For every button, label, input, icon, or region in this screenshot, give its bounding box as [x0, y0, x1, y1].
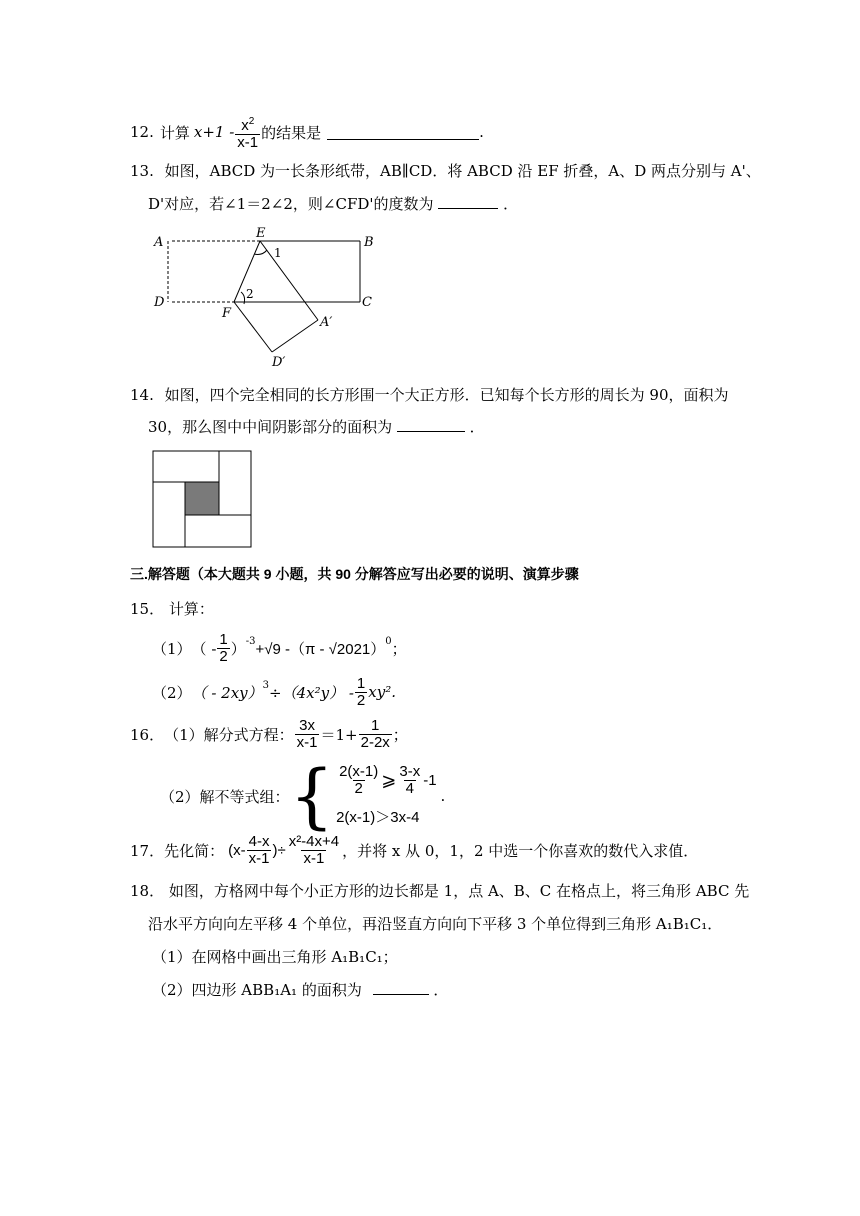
inequality-system [336, 760, 436, 832]
rectangle-square-figure [152, 450, 254, 550]
fraction [295, 718, 320, 751]
angle-2-label: 2 [246, 287, 254, 301]
exponent: -3 [245, 636, 256, 647]
question-17 [130, 830, 698, 870]
question-13-line-2 [148, 193, 518, 214]
numerator: x²-4x+4 [288, 832, 340, 850]
denominator: 2 [219, 647, 228, 665]
expression: （ - [191, 639, 217, 658]
label-A-prime: A′ [320, 315, 333, 330]
shaded-center-square [185, 482, 219, 515]
fraction [337, 764, 380, 797]
expression: -1 [423, 771, 437, 789]
answer-blank[interactable] [397, 417, 465, 432]
fraction [235, 114, 260, 151]
expression: )÷ [272, 841, 286, 859]
question-text: （2）四边形 ABB₁A₁ 的面积为 [152, 981, 362, 999]
section-3-title: 三.解答题（本大题共 9 小题，共 90 分解答应写出必要的说明、演算步骤 [130, 566, 579, 582]
exponent: 3 [262, 680, 270, 691]
fraction [217, 632, 229, 665]
denominator: x-1 [303, 849, 325, 867]
question-16-part-2 [160, 756, 445, 836]
numerator: 4-x [248, 832, 270, 850]
exponent: 0 [385, 636, 392, 647]
label-C: C [362, 295, 372, 310]
label-F: F [222, 306, 232, 321]
operator: ⩾ [381, 769, 397, 790]
part-label: （1）解分式方程： [164, 725, 294, 744]
fraction [359, 718, 392, 751]
edge-EA1 [260, 241, 318, 320]
angle-1-label: 1 [274, 246, 282, 260]
answer-blank[interactable] [373, 980, 429, 995]
period: ． [469, 418, 485, 436]
label-B: B [364, 235, 374, 250]
question-15-part-1 [152, 628, 407, 668]
question-number: 18． [130, 882, 165, 900]
label-A: A [154, 235, 164, 250]
question-12 [130, 112, 484, 152]
question-text: 沿水平方向向左平移 4 个单位，再沿竖直方向向下平移 3 个单位得到三角形 A₁B₁C₁． [148, 915, 723, 933]
semicolon: ； [392, 725, 408, 744]
period: ． [433, 981, 449, 999]
label-E: E [256, 226, 266, 241]
edge-A1D1 [272, 320, 318, 352]
fraction [397, 764, 422, 797]
denominator: x-1 [237, 133, 259, 151]
fraction [355, 676, 367, 709]
numerator: 3-x [399, 762, 421, 780]
exponent: 2 [248, 115, 255, 127]
label-D-prime: D′ [272, 355, 286, 370]
question-18-part-1 [152, 946, 398, 967]
expression: ） [230, 639, 246, 658]
question-text: （1）在网格中画出三角形 A₁B₁C₁； [152, 948, 398, 966]
question-15-part-2 [152, 672, 396, 712]
numerator: 1 [219, 630, 228, 648]
question-number: 15． [130, 600, 165, 618]
expression: ＝1+ [320, 725, 358, 744]
question-text: ，并将 x 从 0，1，2 中选一个你喜欢的数代入求值． [342, 841, 699, 860]
answer-blank[interactable] [327, 125, 479, 140]
period: ． [503, 195, 519, 213]
question-number: 17． [130, 841, 165, 860]
question-text: 的结果是 [261, 123, 322, 142]
question-18-line-1 [130, 880, 749, 901]
question-13-line-1 [130, 160, 761, 181]
question-18-part-2 [152, 979, 448, 1000]
question-number: 13. [130, 162, 154, 180]
question-text: D'对应，若∠1＝2∠2，则∠CFD'的度数为 [148, 195, 434, 213]
expression: （ - 2xy） [191, 683, 263, 702]
question-text: 计算 [159, 123, 190, 142]
expression: +√9 -（π - √2021） [255, 640, 386, 658]
period: . [479, 123, 484, 141]
denominator: 2 [354, 779, 363, 797]
period: . [440, 787, 446, 805]
question-text: 如图，方格网中每个小正方形的边长都是 1，点 A、B、C 在格点上，将三角形 ABC 先 [168, 882, 750, 900]
denominator: 2 [356, 691, 366, 709]
expression: xy². [368, 683, 396, 701]
fraction [287, 834, 341, 867]
question-16-part-1 [130, 714, 408, 754]
part-label: （1） [152, 639, 192, 658]
question-text: 如图，四个完全相同的长方形围一个大正方形．已知每个长方形的周长为 90，面积为 [164, 386, 729, 404]
expression: 2(x-1)＞3x-4 [336, 808, 420, 826]
expression: (x- [228, 841, 246, 859]
question-14-line-2 [148, 416, 485, 437]
numerator: 3x [299, 716, 315, 734]
question-number: 14. [130, 386, 154, 404]
denominator: x-1 [296, 733, 318, 751]
folding-figure [150, 224, 380, 374]
part-label: （2） [152, 683, 192, 702]
denominator: 2-2x [360, 733, 390, 751]
brace: { [289, 755, 335, 837]
question-text: 先化简： [164, 841, 225, 860]
question-text: 计算： [168, 600, 214, 618]
inequality-row-1 [336, 760, 436, 800]
denominator: x-1 [248, 849, 270, 867]
question-number: 16． [130, 725, 165, 744]
inequality-row-2 [336, 800, 436, 832]
edge-FD1 [234, 302, 272, 352]
label-D: D [154, 295, 165, 310]
semicolon: ； [391, 639, 407, 658]
question-18-line-2 [148, 913, 722, 934]
numerator: 1 [371, 716, 380, 734]
question-number: 12. [130, 123, 154, 141]
expression: x+1 - [193, 123, 235, 141]
numerator: 1 [356, 674, 366, 692]
question-14-line-1 [130, 384, 729, 405]
expression: ÷（4x²y） - [269, 683, 354, 702]
question-text: 30，那么图中中间阴影部分的面积为 [148, 418, 393, 436]
question-15 [130, 598, 214, 619]
denominator: 4 [405, 779, 414, 797]
numerator: 2(x-1) [339, 762, 379, 780]
fraction [247, 834, 272, 867]
answer-blank[interactable] [438, 194, 498, 209]
question-text: 如图，ABCD 为一长条形纸带，AB∥CD．将 ABCD 沿 EF 折叠，A、D 两点分别与 A'、 [164, 162, 761, 180]
part-label: （2）解不等式组： [160, 787, 290, 806]
numerator: x [241, 116, 249, 134]
